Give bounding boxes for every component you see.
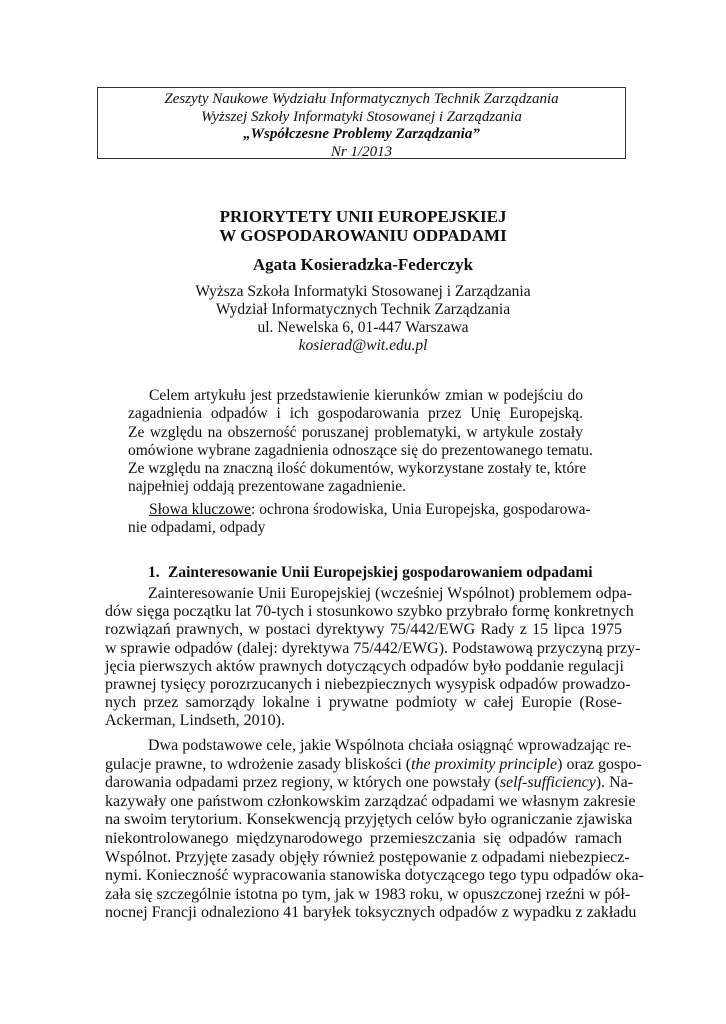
text-segment: ). Na- bbox=[595, 774, 634, 792]
text-line: zała się szczególnie istotna po tym, jak w 1983 roku, w opuszczonej rzeźni w pół- bbox=[105, 885, 631, 903]
text-line: najpełniej oddają prezentowane zagadnienie. bbox=[128, 478, 407, 496]
affiliation-line: Wyższa Szkoła Informatyki Stosowanej i Zarządzania bbox=[195, 283, 531, 300]
text-line: Ze względu na znaczną ilość dokumentów, wykorzystane zostały te, które bbox=[128, 460, 587, 478]
affiliation bbox=[0, 283, 726, 355]
title-line: PRIORYTETY UNII EUROPEJSKIEJ bbox=[219, 207, 507, 226]
text-segment: gulacje prawne, to wdrożenie zasady bliskości ( bbox=[105, 755, 412, 773]
keywords bbox=[128, 501, 591, 538]
text-line: zagadnienia odpadów i ich gospodarowania przez Unię Europejską. bbox=[128, 405, 583, 423]
journal-series: „Współczesne Problemy Zarządzania” bbox=[243, 126, 480, 142]
text-line: na swoim terytorium. Konsekwencją przyjętych celów było ograniczanie zjawiska bbox=[105, 811, 633, 829]
affiliation-line: ul. Newelska 6, 01-447 Warszawa bbox=[257, 319, 469, 336]
text-line: Wspólnot. Przyjęte zasady objęły również postępowanie z odpadami niebezpiecz- bbox=[105, 848, 630, 866]
journal-header-box bbox=[97, 87, 626, 159]
section-heading bbox=[148, 564, 593, 582]
text-line: nych przez samorządy lokalne i prywatne podmioty w całej Europie (Rose- bbox=[105, 694, 622, 712]
text-line: Celem artykułu jest przedstawienie kierunków zmian w podejściu do bbox=[149, 387, 583, 404]
text-line: nymi. Konieczność wypracowania stanowiska dotyczącego tego typu odpadów oka- bbox=[105, 867, 644, 885]
title-line: W GOSPODAROWANIU ODPADAMI bbox=[219, 226, 507, 245]
keywords-text: : ochrona środowiska, Unia Europejska, gospodarowa- bbox=[251, 501, 591, 518]
text-segment: darowania odpadami przez regiony, w których one powstały ( bbox=[105, 774, 500, 792]
text-line: dów sięga początku lat 70-tych i stosunkowo szybko przybrało formę konkretnych bbox=[105, 603, 634, 621]
text-line: Ze względu na obszerność poruszanej problematyki, w artykule zostały bbox=[128, 423, 583, 441]
text-line: Ackerman, Lindseth, 2010). bbox=[105, 712, 285, 730]
body-paragraph bbox=[105, 585, 641, 731]
keywords-label: Słowa kluczowe bbox=[149, 501, 252, 518]
text-line: Dwa podstawowe cele, jakie Wspólnota chciała osiągnąć wprowadzając re- bbox=[148, 737, 632, 754]
text-line: jęcia pierwszych aktów prawnych dotyczących odpadów było poddanie regulacji bbox=[105, 657, 624, 675]
text-line: kazywały one państwom członkowskim zarządzać odpadami we własnym zakresie bbox=[105, 792, 636, 810]
affiliation-line: Wydział Informatycznych Technik Zarządzania bbox=[215, 301, 511, 318]
text-line: w sprawie odpadów (dalej: dyrektywa 75/442/EWG). Podstawową przyczyną przy- bbox=[105, 639, 641, 657]
body-paragraph bbox=[105, 737, 644, 923]
journal-issue: Nr 1/2013 bbox=[330, 143, 393, 160]
italic-term: self-sufficiency bbox=[499, 774, 596, 792]
italic-term: the proximity principle bbox=[411, 755, 558, 773]
section-number: 1. bbox=[148, 564, 160, 581]
text-line: nocnej Francji odnaleziono 41 baryłek toksycznych odpadów z wypadku z zakładu bbox=[105, 904, 637, 922]
section-title: Zainteresowanie Unii Europejskiej gospodarowaniem odpadami bbox=[168, 564, 593, 581]
text-line: rozwiązań prawnych, w postaci dyrektywy 75/442/EWG Rady z 15 lipca 1975 bbox=[105, 621, 622, 639]
journal-publisher: Wyższej Szkoły Informatyki Stosowanej i Zarządzania bbox=[201, 108, 522, 125]
text-line: Zainteresowanie Unii Europejskiej (wcześniej Wspólnot) problemem odpa- bbox=[148, 585, 632, 602]
text-line: omówione wybrane zagadnienia odnoszące się do prezentowanego tematu. bbox=[128, 441, 593, 459]
text-segment: ) oraz gospo- bbox=[557, 755, 642, 773]
article-title bbox=[0, 207, 726, 245]
text-line bbox=[105, 774, 634, 793]
text-line bbox=[105, 755, 642, 775]
journal-name: Zeszyty Naukowe Wydziału Informatycznych Technik Zarządzania bbox=[164, 91, 559, 107]
text-line: niekontrolowanego międzynarodowego przemieszczania się odpadów ramach bbox=[105, 829, 622, 847]
keywords-text: nie odpadami, odpady bbox=[128, 519, 266, 537]
author-name: Agata Kosieradzka-Federczyk bbox=[252, 255, 474, 274]
abstract bbox=[128, 387, 593, 497]
author-email[interactable]: kosierad@wit.edu.pl bbox=[298, 337, 428, 354]
text-line: prawnej tysięcy porozrzucanych i niebezpiecznych wysypisk odpadów prowadzo- bbox=[105, 676, 631, 694]
